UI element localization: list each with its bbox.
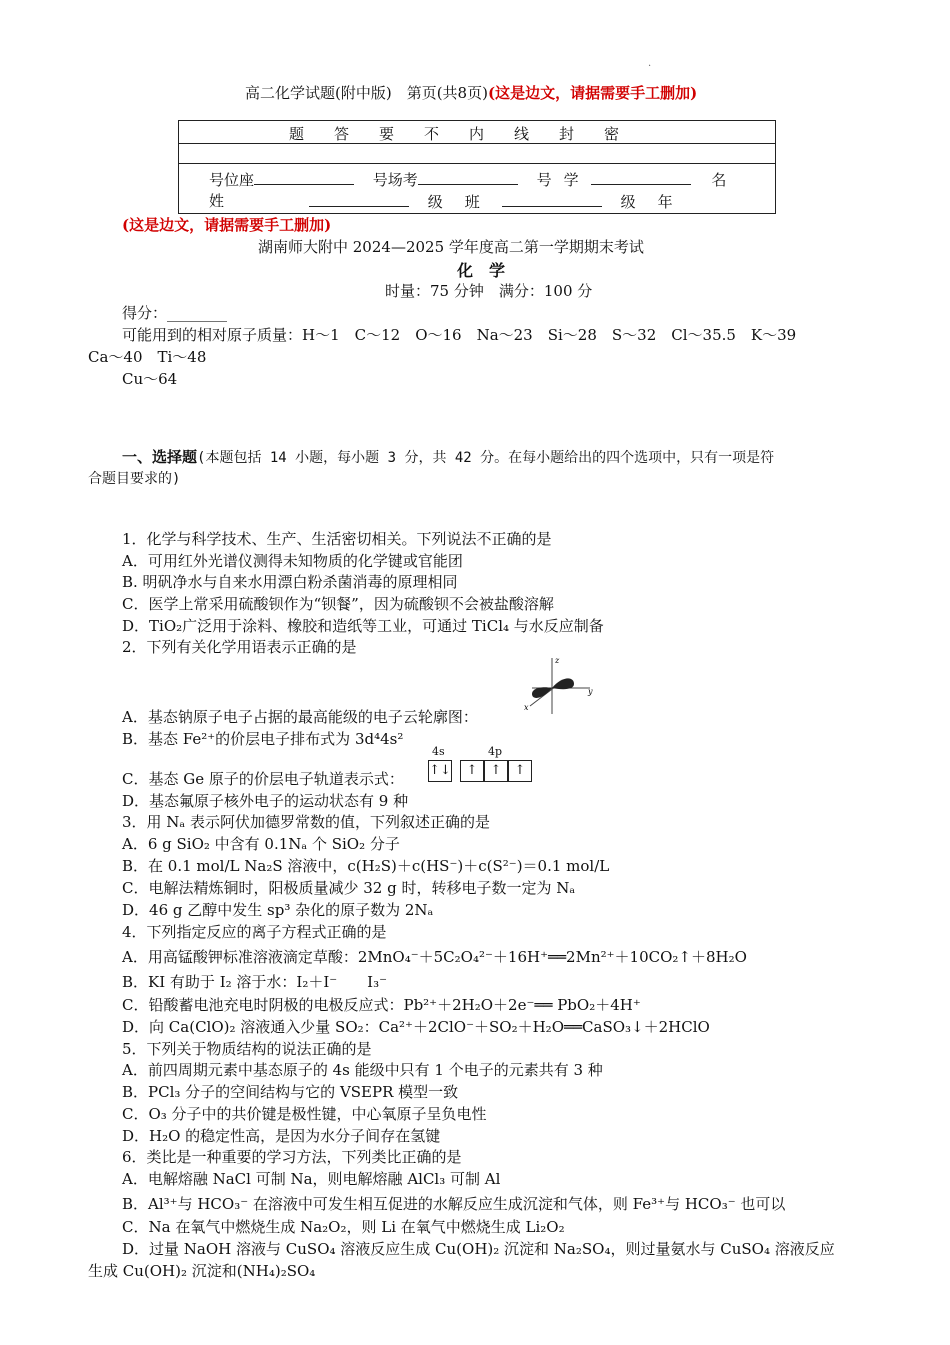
p-orbital-diagram bbox=[522, 654, 596, 718]
q3-option-b: B．在 0.1 mol/L Na₂S 溶液中，c(H₂S)＋c(HS⁻)＋c(S²⁻)＝0.1 mol/L bbox=[122, 857, 610, 875]
field-seat: 号位座 bbox=[209, 171, 255, 189]
id-blank bbox=[591, 170, 691, 185]
axis-x-label: x bbox=[524, 703, 529, 712]
q2-stem: 2．下列有关化学用语表示正确的是 bbox=[122, 638, 357, 656]
seal-line-box bbox=[178, 120, 776, 214]
exam-subject: 化 学 bbox=[457, 261, 506, 280]
seat-blank bbox=[254, 170, 354, 185]
field-id: 号学 bbox=[536, 171, 591, 189]
section1-desc-1: (本题包括 14 小题，每小题 3 分，共 42 分。在每小题给出的四个选项中，只有一项是符 bbox=[197, 450, 775, 466]
q5-option-a: A．前四周期元素中基态原子的 4s 能级中只有 1 个电子的元素共有 3 种 bbox=[122, 1061, 603, 1079]
q6-option-d-line1: D．过量 NaOH 溶液与 CuSO₄ 溶液反应生成 Cu(OH)₂ 沉淀和 Na₂SO₄，则过量氨水与 CuSO₄ 溶液反应 bbox=[122, 1240, 835, 1258]
section1-heading bbox=[122, 446, 774, 467]
q3-option-a: A．6 g SiO₂ 中含有 0.1Nₐ 个 SiO₂ 分子 bbox=[122, 835, 400, 853]
score-label: 得分：________ bbox=[122, 304, 228, 322]
margin-note-red: (这是边文，请据需要手工删加) bbox=[487, 84, 698, 102]
q5-stem: 5．下列关于物质结构的说法正确的是 bbox=[122, 1040, 372, 1058]
q1-option-a: A．可用红外光谱仪测得未知物质的化学键或官能团 bbox=[122, 552, 463, 570]
q4-option-a: A．用高锰酸钾标准溶液滴定草酸：2MnO₄⁻＋5C₂O₄²⁻＋16H⁺══2Mn²⁺＋10CO₂↑＋8H₂O bbox=[122, 948, 747, 966]
room-blank bbox=[418, 170, 518, 185]
class-blank bbox=[502, 192, 602, 207]
q2-option-b: B．基态 Fe²⁺的价层电子排布式为 3d⁴4s² bbox=[122, 730, 404, 748]
q2-option-c: C．基态 Ge 原子的价层电子轨道表示式： bbox=[122, 770, 404, 788]
orbital-label-4p: 4p bbox=[488, 745, 503, 758]
q4-option-d: D．向 Ca(ClO)₂ 溶液通入少量 SO₂：Ca²⁺＋2ClO⁻＋SO₂＋H₂O══CaSO₃↓＋2HClO bbox=[122, 1018, 710, 1036]
q4-stem: 4．下列指定反应的离子方程式正确的是 bbox=[122, 923, 387, 941]
margin-note-text: 高二化学试题(附中版) 第页(共8页) bbox=[245, 84, 488, 102]
seal-warning-text: 题答要不内线封密 bbox=[289, 125, 650, 143]
q1-option-b: B. 明矾净水与自来水用漂白粉杀菌消毒的原理相同 bbox=[122, 573, 458, 591]
axis-z-label: z bbox=[555, 656, 560, 665]
name-blank bbox=[309, 192, 409, 207]
margin-note-left: (这是边文，请据需要手工删加) bbox=[122, 216, 332, 234]
q3-stem: 3．用 Nₐ 表示阿伏加德罗常数的值，下列叙述正确的是 bbox=[122, 813, 490, 831]
margin-note-top bbox=[245, 82, 697, 103]
q5-option-d: D．H₂O 的稳定性高，是因为水分子间存在氢键 bbox=[122, 1127, 441, 1145]
orbital-box-4p-2: ↑ bbox=[484, 760, 508, 782]
seal-row-2 bbox=[179, 143, 775, 164]
orbital-box-4s: ↑↓ bbox=[428, 760, 452, 782]
q4-option-c: C．铅酸蓄电池充电时阴极的电极反应式：Pb²⁺＋2H₂O＋2e⁻══ PbO₂＋4H⁺ bbox=[122, 996, 641, 1014]
seal-row-1 bbox=[179, 121, 775, 144]
q3-option-d: D．46 g 乙醇中发生 sp³ 杂化的原子数为 2Nₐ bbox=[122, 901, 434, 919]
page-dot: . bbox=[648, 58, 652, 69]
atomic-masses-3: Cu～64 bbox=[122, 370, 178, 388]
q1-stem: 1．化学与科学技术、生产、生活密切相关。下列说法不正确的是 bbox=[122, 530, 552, 548]
exam-title: 湖南师大附中 2024—2025 学年度高二第一学期期末考试 bbox=[258, 238, 644, 256]
orbital-box-4p-3: ↑ bbox=[508, 760, 532, 782]
orbital-label-4s: 4s bbox=[432, 745, 445, 758]
orbital-box-4p-1: ↑ bbox=[460, 760, 484, 782]
q4-option-b: B．KI 有助于 I₂ 溶于水：I₂＋I⁻ I₃⁻ bbox=[122, 973, 388, 991]
q1-option-d: D．TiO₂广泛用于涂料、橡胶和造纸等工业，可通过 TiCl₄ 与水反应制备 bbox=[122, 617, 604, 635]
q6-option-d-line2: 生成 Cu(OH)₂ 沉淀和(NH₄)₂SO₄ bbox=[88, 1262, 316, 1280]
q2-option-d: D．基态氟原子核外电子的运动状态有 9 种 bbox=[122, 792, 409, 810]
seal-fields-line-2 bbox=[309, 191, 695, 212]
atomic-masses-2: Ca～40 Ti～48 bbox=[88, 348, 207, 366]
q6-option-a: A．电解熔融 NaCl 可制 Na，则电解熔融 AlCl₃ 可制 Al bbox=[122, 1170, 501, 1188]
field-room: 号场考 bbox=[372, 171, 418, 189]
section1-desc-2: 合题目要求的) bbox=[88, 471, 181, 487]
q5-option-b: B．PCl₃ 分子的空间结构与它的 VSEPR 模型一致 bbox=[122, 1083, 459, 1101]
section1-title: 一、选择题 bbox=[122, 448, 198, 466]
q6-option-b: B．Al³⁺与 HCO₃⁻ 在溶液中可发生相互促进的水解反应生成沉淀和气体，则 Fe³⁺与 HCO₃⁻ 也可以 bbox=[122, 1195, 786, 1213]
exam-info: 时量：75 分钟 满分：100 分 bbox=[385, 282, 593, 300]
field-grade: 级年 bbox=[620, 193, 695, 211]
q6-option-c: C．Na 在氧气中燃烧生成 Na₂O₂，则 Li 在氧气中燃烧生成 Li₂O₂ bbox=[122, 1218, 565, 1236]
q2-option-a: A．基态钠原子电子占据的最高能级的电子云轮廓图： bbox=[122, 708, 478, 726]
field-class: 级班 bbox=[427, 193, 502, 211]
q6-stem: 6．类比是一种重要的学习方法，下列类比正确的是 bbox=[122, 1148, 462, 1166]
axis-y-label: y bbox=[588, 687, 593, 696]
q3-option-c: C．电解法精炼铜时，阳极质量减少 32 g 时，转移电子数一定为 Nₐ bbox=[122, 879, 576, 897]
q5-option-c: C．O₃ 分子中的共价键是极性键，中心氧原子呈负电性 bbox=[122, 1105, 487, 1123]
atomic-masses-1: 可能用到的相对原子质量：H～1 C～12 O～16 Na～23 Si～28 S～32 Cl～35.5 K～39 bbox=[122, 326, 797, 344]
q1-option-c: C．医学上常采用硫酸钡作为“钡餐”，因为硫酸钡不会被盐酸溶解 bbox=[122, 595, 554, 613]
field-name: 名姓 bbox=[209, 171, 749, 210]
